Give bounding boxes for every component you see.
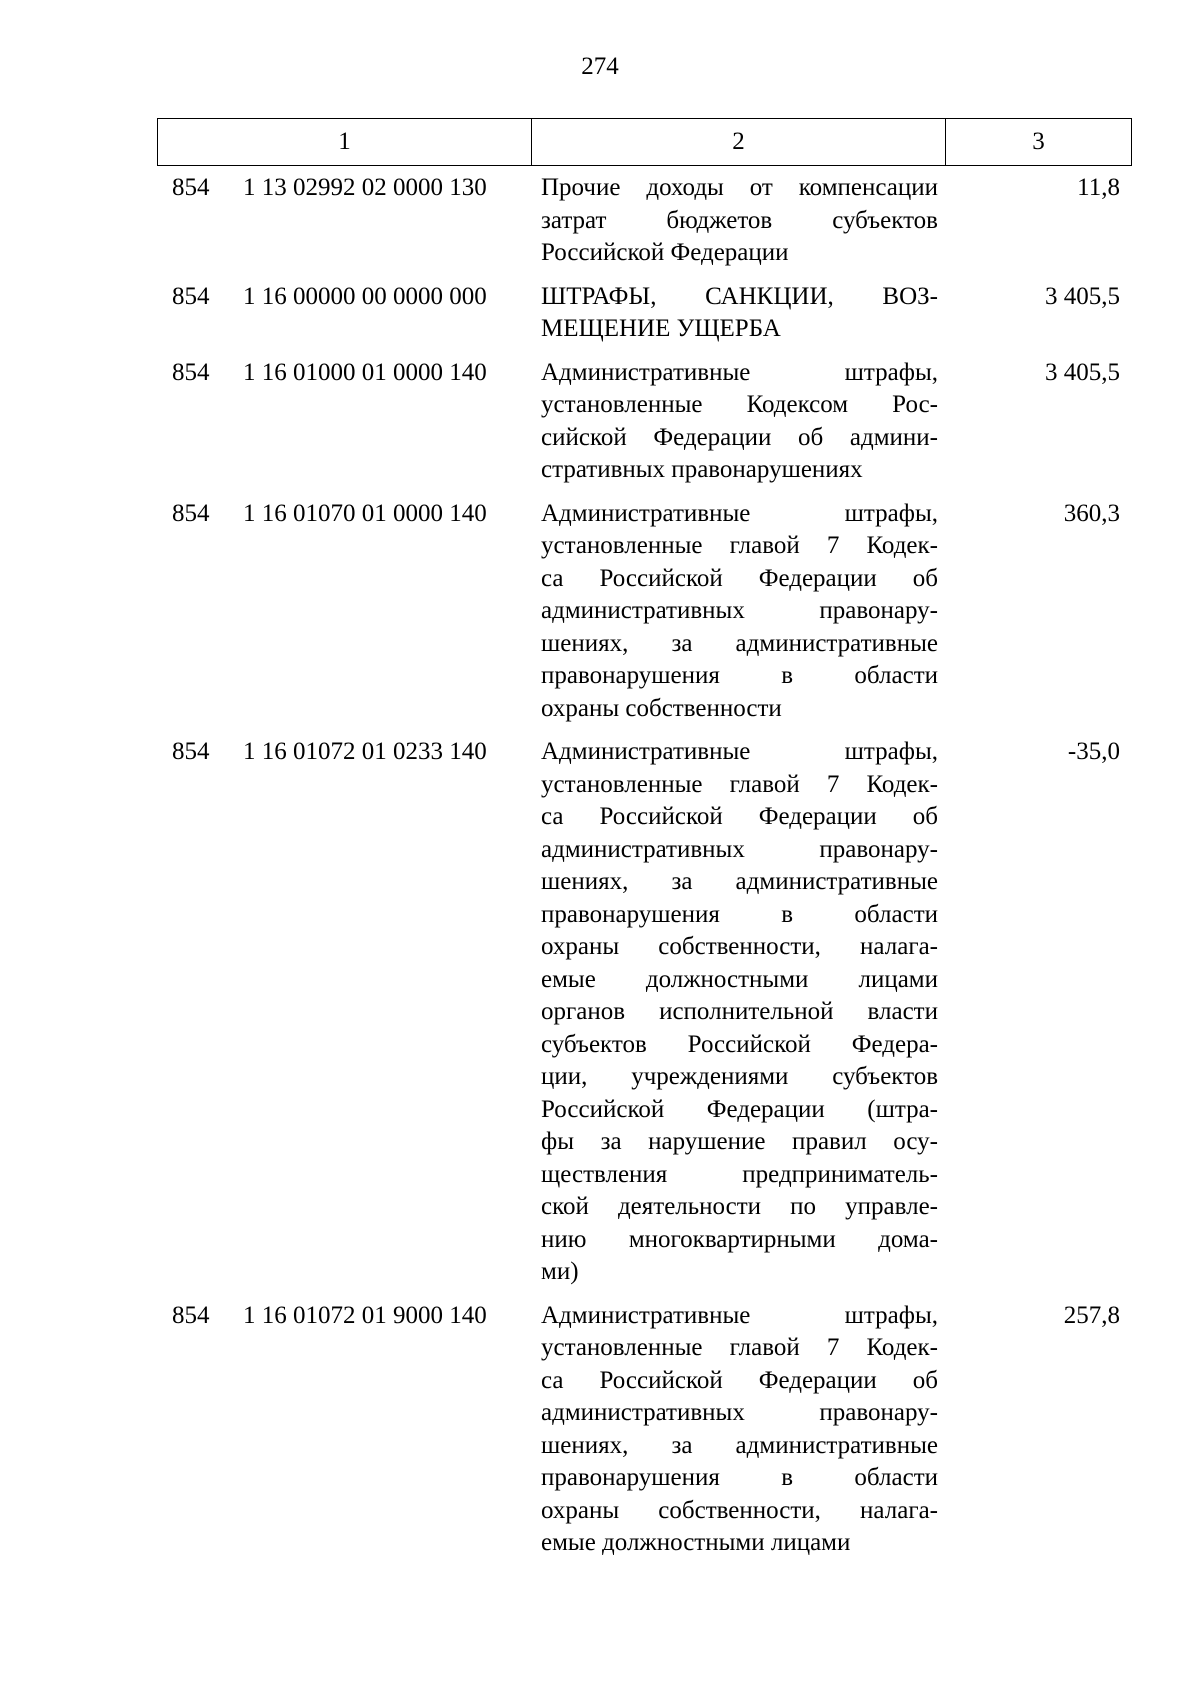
revenue-name-line: ции, учреждениями субъектов [541, 1063, 938, 1090]
revenue-name-line: правонарушения в области [541, 1464, 938, 1491]
revenue-name-line: са Российской Федерации об [541, 803, 938, 830]
revenue-name [541, 172, 938, 270]
admin-code: 854 [172, 282, 210, 310]
revenue-name-line: Прочие доходы от компенсации [541, 174, 938, 201]
revenue-name [541, 498, 938, 726]
revenue-name-line: установленные главой 7 Кодек- [541, 532, 938, 559]
revenue-name-line: правонарушения в области [541, 662, 938, 689]
admin-code: 854 [172, 1301, 210, 1329]
revenue-name [541, 281, 938, 346]
admin-code: 854 [172, 738, 210, 765]
amount: 3 405,5 [1045, 282, 1120, 310]
revenue-name-line: емые должностными лицами [541, 965, 938, 993]
revenue-name-line: емые должностными лицами [541, 1529, 851, 1556]
budget-classification-code: 1 16 01072 01 9000 140 [243, 1301, 487, 1329]
page-number: 274 [581, 53, 619, 80]
revenue-name [541, 1300, 938, 1560]
table-body [157, 172, 1132, 1571]
revenue-name-line: шениях, за административные [541, 629, 938, 657]
revenue-name-line: сийской Федерации об админи- [541, 423, 938, 451]
header-col-2: 2 [532, 119, 946, 165]
revenue-name-line: ШТРАФЫ, САНКЦИИ, ВОЗ- [541, 282, 938, 310]
revenue-name-line: охраны собственности, налага- [541, 1496, 938, 1524]
amount: 11,8 [1077, 174, 1120, 201]
admin-code: 854 [172, 174, 210, 201]
revenue-name-line: административных правонару- [541, 597, 938, 624]
revenue-name-line: охраны собственности, налага- [541, 933, 938, 960]
revenue-name-line: МЕЩЕНИЕ УЩЕРБА [541, 315, 781, 342]
table-row [157, 498, 1132, 726]
amount: 360,3 [1063, 499, 1120, 527]
revenue-name-line: стративных правонарушениях [541, 456, 863, 483]
revenue-name-line: установленные Кодексом Рос- [541, 391, 938, 418]
table-row [157, 357, 1132, 487]
revenue-name-line: нию многоквартирными дома- [541, 1225, 938, 1253]
amount: -35,0 [1067, 738, 1120, 765]
revenue-name-line: Административные штрафы, [541, 1301, 938, 1329]
revenue-name-line: правонарушения в области [541, 900, 938, 928]
revenue-name-line: охраны собственности [541, 694, 782, 722]
revenue-name-line: Российской Федерации [541, 239, 789, 266]
admin-code: 854 [172, 358, 210, 386]
budget-classification-code: 1 16 01072 01 0233 140 [243, 738, 487, 765]
revenue-name-line: ми) [541, 1258, 579, 1285]
revenue-name-line: установленные главой 7 Кодек- [541, 1334, 938, 1361]
revenue-name-line: Административные штрафы, [541, 358, 938, 386]
budget-classification-code: 1 16 01070 01 0000 140 [243, 499, 487, 527]
revenue-name-line: административных правонару- [541, 835, 938, 863]
amount: 257,8 [1063, 1301, 1120, 1329]
header-col-3: 3 [1032, 128, 1045, 155]
revenue-name-line: са Российской Федерации об [541, 564, 938, 592]
table-row [157, 172, 1132, 270]
admin-code: 854 [172, 499, 210, 527]
table-row [157, 1300, 1132, 1560]
revenue-name-line: шениях, за административные [541, 868, 938, 895]
revenue-name-line: Административные штрафы, [541, 738, 938, 765]
revenue-name-line: Российской Федерации (штра- [541, 1095, 938, 1123]
table-header [157, 118, 1132, 166]
revenue-name-line: административных правонару- [541, 1399, 938, 1426]
revenue-name-line: фы за нарушение правил осу- [541, 1128, 938, 1155]
revenue-name-line: ской деятельности по управле- [541, 1193, 938, 1220]
revenue-name-line: ществления предприниматель- [541, 1160, 938, 1188]
budget-classification-code: 1 13 02992 02 0000 130 [243, 174, 487, 201]
revenue-name-line: субъектов Российской Федера- [541, 1030, 938, 1058]
amount: 3 405,5 [1045, 358, 1120, 386]
revenue-name-line: са Российской Федерации об [541, 1366, 938, 1394]
revenue-name-line: установленные главой 7 Кодек- [541, 770, 938, 798]
revenue-name-line: шениях, за административные [541, 1431, 938, 1459]
revenue-name-line: затрат бюджетов субъектов [541, 206, 938, 234]
table-row [157, 281, 1132, 346]
table-row [157, 736, 1132, 1289]
revenue-name-line: Административные штрафы, [541, 499, 938, 527]
budget-classification-code: 1 16 00000 00 0000 000 [243, 282, 487, 310]
revenue-name [541, 357, 938, 487]
header-col-1: 1 [158, 119, 532, 165]
revenue-name-line: органов исполнительной власти [541, 998, 938, 1025]
budget-classification-code: 1 16 01000 01 0000 140 [243, 358, 487, 386]
revenue-name [541, 736, 938, 1289]
